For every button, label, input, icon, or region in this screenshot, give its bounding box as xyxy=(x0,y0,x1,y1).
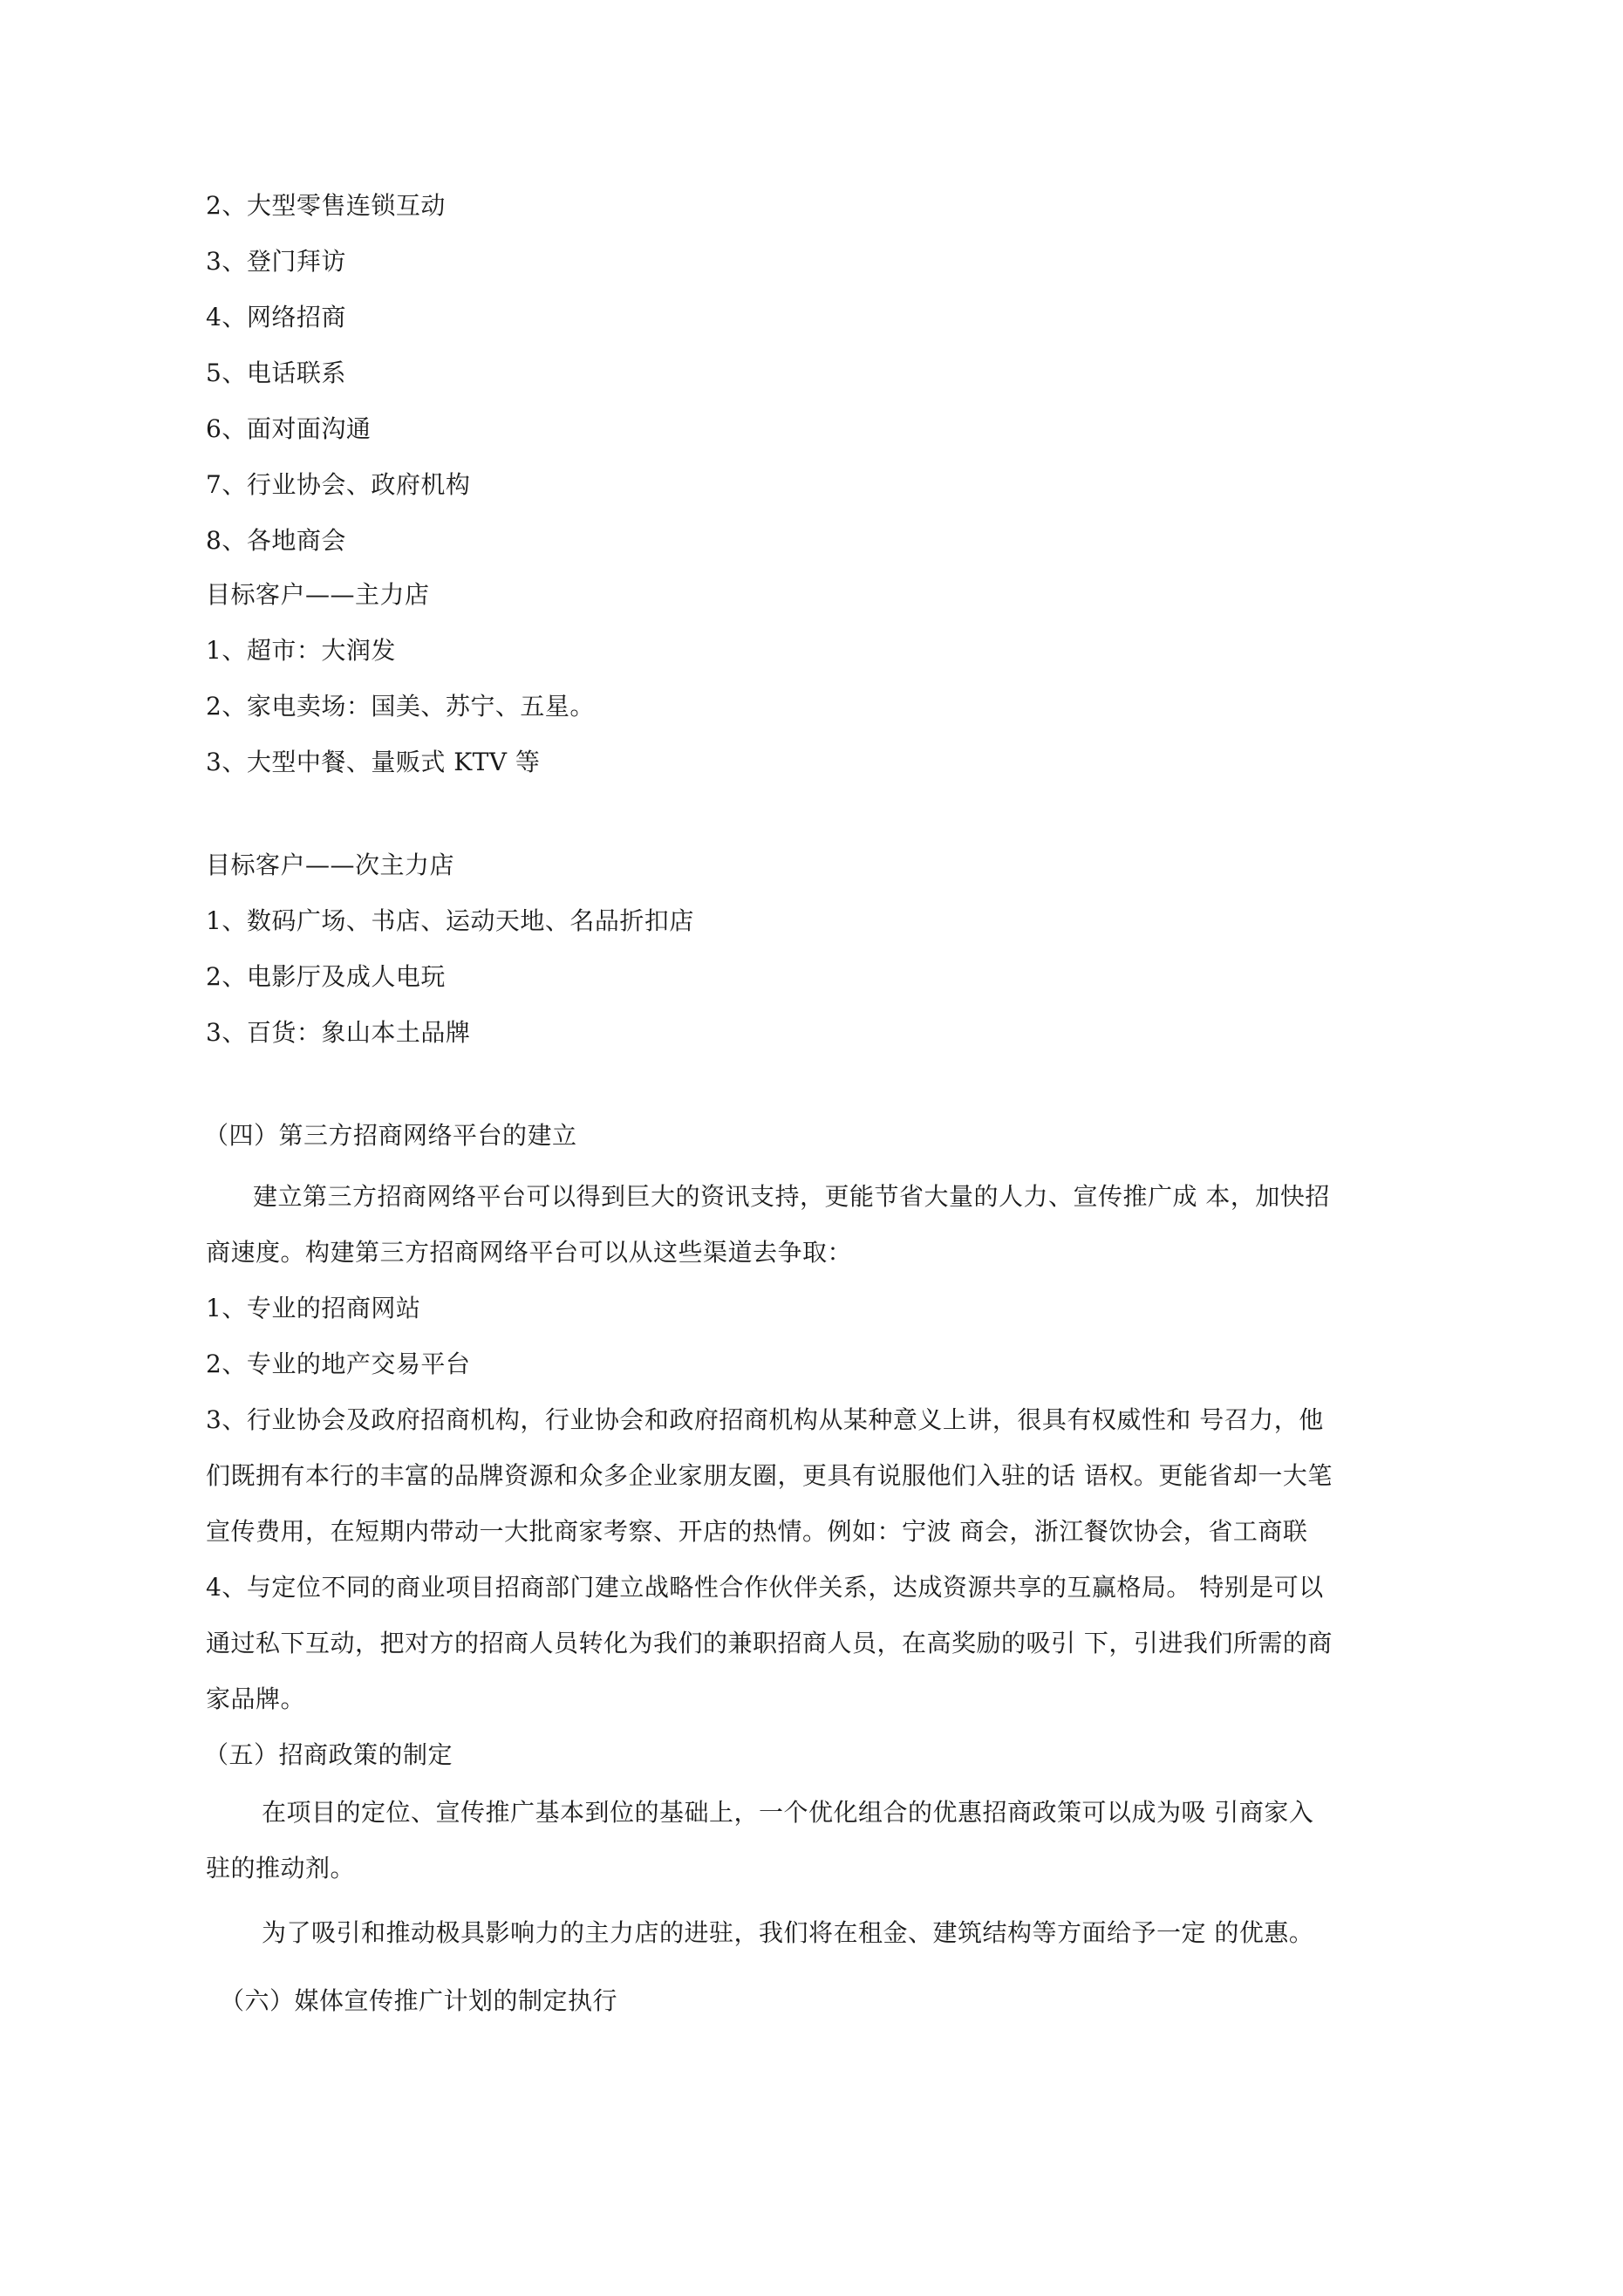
list-item: 1、专业的招商网站 xyxy=(206,1294,421,1322)
paragraph-line: 为了吸引和推动极具影响力的主力店的进驻，我们将在租金、建筑结构等方面给予一定 的优惠。 xyxy=(262,1918,1314,1947)
list-item: 7、行业协会、政府机构 xyxy=(206,470,471,499)
paragraph-line: 们既拥有本行的丰富的品牌资源和众多企业家朋友圈，更具有说服他们入驻的话 语权。更能省却一大笔 xyxy=(206,1461,1333,1490)
paragraph-line: 3、行业协会及政府招商机构，行业协会和政府招商机构从某种意义上讲，很具有权威性和 号召力，他 xyxy=(206,1405,1324,1434)
list-item: 1、超市：大润发 xyxy=(206,636,396,665)
list-item: 4、网络招商 xyxy=(206,303,346,331)
list-item: 3、大型中餐、量贩式 KTV 等 xyxy=(206,748,541,776)
list-item: 2、专业的地产交易平台 xyxy=(206,1350,471,1378)
paragraph-line: 驻的推动剂。 xyxy=(206,1854,356,1883)
section-heading: （六）媒体宣传推广计划的制定执行 xyxy=(220,1986,618,2015)
paragraph-line: 建立第三方招商网络平台可以得到巨大的资讯支持，更能节省大量的人力、宣传推广成 本，加快招 xyxy=(253,1182,1330,1211)
list-item: 2、大型零售连锁互动 xyxy=(206,191,446,220)
paragraph-line: 在项目的定位、宣传推广基本到位的基础上，一个优化组合的优惠招商政策可以成为吸 引商家入 xyxy=(262,1798,1314,1827)
list-item: 1、数码广场、书店、运动天地、名品折扣店 xyxy=(206,906,694,935)
paragraph-line: 家品牌。 xyxy=(206,1684,306,1713)
section-heading: 目标客户——次主力店 xyxy=(206,851,455,879)
section-heading: 目标客户——主力店 xyxy=(206,580,430,609)
list-item: 3、百货：象山本土品牌 xyxy=(206,1018,471,1047)
list-item: 2、电影厅及成人电玩 xyxy=(206,962,446,991)
paragraph-line: 宣传费用，在短期内带动一大批商家考察、开店的热情。例如：宁波 商会，浙江餐饮协会，省工商联 xyxy=(206,1517,1308,1546)
list-item: 2、家电卖场：国美、苏宁、五星。 xyxy=(206,692,595,721)
list-item: 6、面对面沟通 xyxy=(206,414,372,443)
list-item: 3、登门拜访 xyxy=(206,247,346,276)
list-item: 8、各地商会 xyxy=(206,526,346,555)
paragraph-line: 商速度。构建第三方招商网络平台可以从这些渠道去争取： xyxy=(206,1238,853,1267)
list-item: 5、电话联系 xyxy=(206,359,346,387)
section-heading: （五）招商政策的制定 xyxy=(204,1740,453,1769)
paragraph-line: 通过私下互动，把对方的招商人员转化为我们的兼职招商人员，在高奖励的吸引 下，引进我们所需的商 xyxy=(206,1629,1333,1657)
section-heading: （四）第三方招商网络平台的建立 xyxy=(204,1121,577,1150)
paragraph-line: 4、与定位不同的商业项目招商部门建立战略性合作伙伴关系，达成资源共享的互赢格局。 特别是可以 xyxy=(206,1573,1324,1602)
